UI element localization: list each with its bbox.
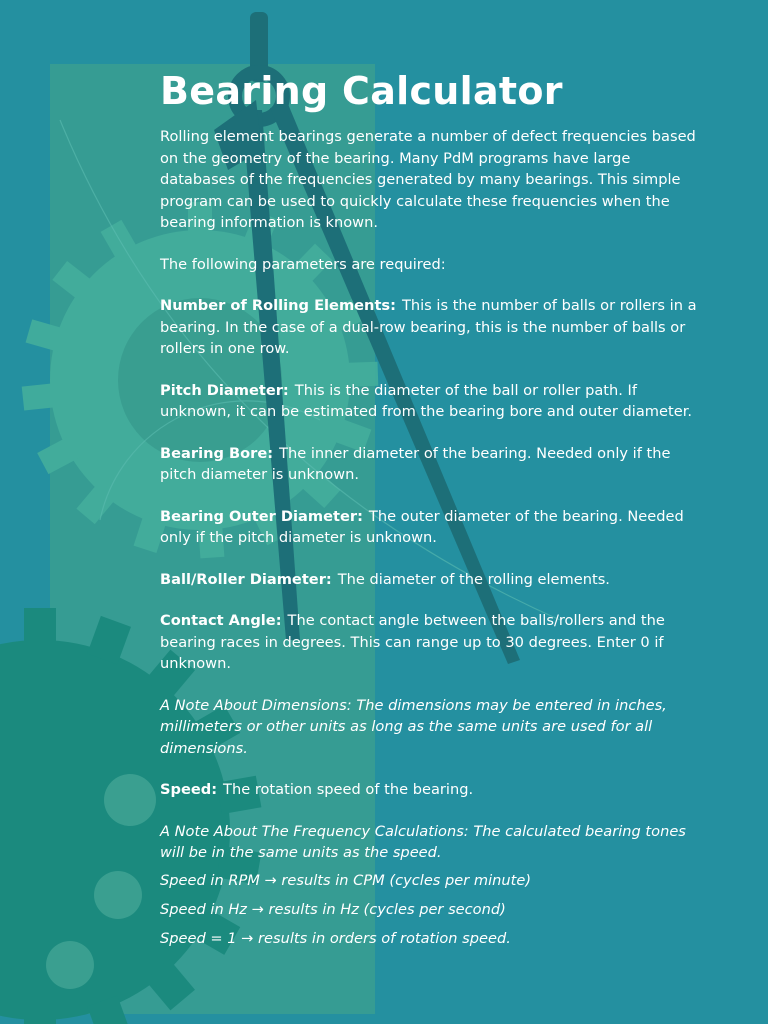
- param-term: Bearing Bore:: [160, 444, 274, 462]
- param-ball-diameter: [160, 569, 700, 591]
- param-desc: The inner diameter of the bearing. Needed only if the pitch diameter is unknown.: [160, 444, 671, 483]
- speed-line-rpm: Speed in RPM → results in CPM (cycles per minute): [160, 871, 532, 889]
- param-term: Ball/Roller Diameter:: [160, 570, 332, 588]
- param-outer-diameter: [160, 506, 700, 549]
- speed-line-orders: Speed = 1 → results in orders of rotation speed.: [160, 929, 511, 947]
- param-desc: This is the number of balls or rollers in a bearing. In the case of a dual-row bearing, this is the number of balls or rollers in one row.: [160, 297, 697, 357]
- param-speed: [160, 779, 700, 801]
- dimensions-note: A Note About Dimensions: The dimensions may be entered in inches, millimeters or other units as long as the same units are used for all dimensions.: [160, 696, 667, 757]
- param-rolling-elements: [160, 295, 700, 360]
- param-desc: The contact angle between the balls/rollers and the bearing races in degrees. This can range up to 30 degrees. Enter 0 if unknown.: [160, 612, 665, 672]
- frequency-note: A Note About The Frequency Calculations: The calculated bearing tones will be in the same units as the speed.: [160, 822, 686, 861]
- param-bearing-bore: [160, 443, 700, 486]
- document-body: [160, 66, 700, 957]
- param-desc: This is the diameter of the ball or roller path. If unknown, it can be estimated from the bearing bore and outer diameter.: [160, 381, 693, 420]
- param-term: Speed:: [160, 781, 218, 798]
- param-contact-angle: [160, 610, 700, 675]
- param-pitch-diameter: [160, 380, 700, 423]
- param-term: Pitch Diameter:: [160, 381, 289, 399]
- param-desc: The outer diameter of the bearing. Needed only if the pitch diameter is unknown.: [160, 507, 684, 546]
- param-desc: The diameter of the rolling elements.: [337, 570, 610, 588]
- param-term: Contact Angle:: [160, 612, 282, 629]
- param-term: Bearing Outer Diameter:: [160, 507, 363, 525]
- param-desc: The rotation speed of the bearing.: [223, 781, 474, 798]
- speed-line-hz: Speed in Hz → results in Hz (cycles per second): [160, 900, 506, 918]
- page-title: Bearing Calculator: [160, 69, 563, 113]
- param-term: Number of Rolling Elements:: [160, 297, 396, 314]
- intro-paragraph: Rolling element bearings generate a number of defect frequencies based on the geometry of the bearing. Many PdM programs have large databases of the frequencies generated by many bearings. This simple program can be used to quickly calculate these frequencies when the bearing information is known.: [160, 128, 696, 231]
- params-heading: The following parameters are required:: [160, 255, 446, 273]
